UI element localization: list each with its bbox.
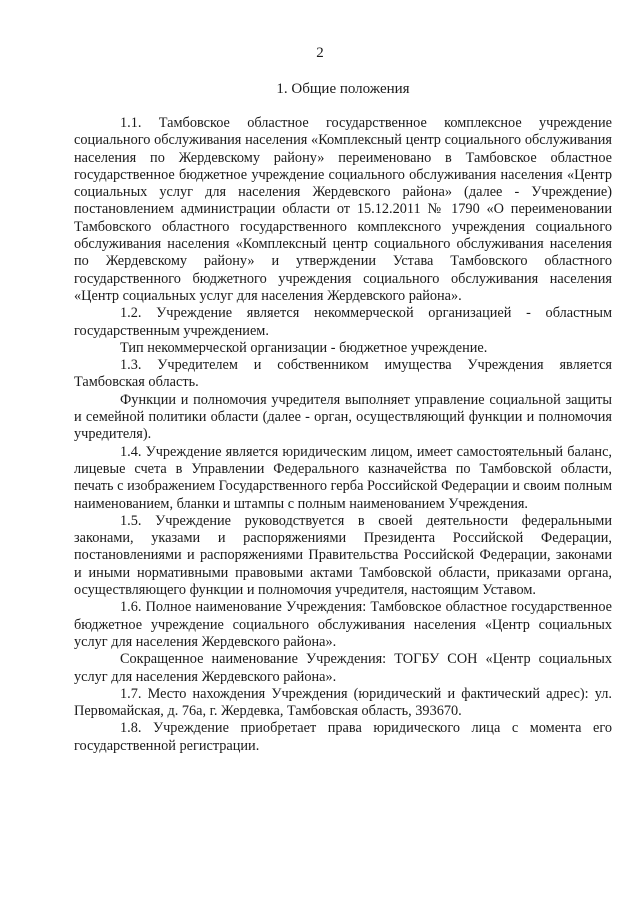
paragraph-founder-functions: Функции и полномочия учредителя выполняет управление социальной защиты и семейной политики области (далее - орган, осуществляющий функции и полномочия учредителя). — [74, 391, 612, 443]
page-number: 2 — [316, 45, 324, 61]
paragraph-1-4: 1.4. Учреждение является юридическим лицом, имеет самостоятельный баланс, лицевые счета в Управлении Федерального казначейства по Тамбовской области, печать с изображением Государственного герба Российской Федерации и своим полным наименованием, бланки и штампы с полным наименованием Учреждения. — [74, 443, 612, 512]
document-body — [74, 115, 612, 755]
section-title: 1. Общие положения — [276, 81, 410, 97]
paragraph-1-3: 1.3. Учредителем и собственником имущества Учреждения является Тамбовская область. — [74, 357, 612, 391]
paragraph-short-name: Сокращенное наименование Учреждения: ТОГБУ СОН «Центр социальных услуг для населения Жердевского района». — [74, 651, 612, 685]
paragraph-1-1: 1.1. Тамбовское областное государственное комплексное учреждение социального обслуживания населения «Комплексный центр социального обслуживания населения по Жердевскому району» переименовано в Тамбовское областное государственное бюджетное учреждение социального обслуживания населения «Центр социальных услуг для населения Жердевского района» (далее - Учреждение) постановлением администрации области от 15.12.2011 № 1790 «О переименовании Тамбовского областного государственного комплексного учреждения социального обслуживания населения «Комплексный центр социального обслуживания населения по Жердевскому району» и утверждении Устава Тамбовского областного государственного бюджетного учреждения социального обслуживания населения «Центр социальных услуг для населения Жердевского района». — [74, 115, 612, 304]
paragraph-1-5: 1.5. Учреждение руководствуется в своей деятельности федеральными законами, указами и распоряжениями Президента Российской Федерации, постановлениями и распоряжениями Правительства Российской Федерации, законами и иными нормативными правовыми актами Тамбовской области, приказами органа, осуществляющего функции и полномочия учредителя, настоящим Уставом. — [74, 512, 612, 599]
paragraph-1-7: 1.7. Место нахождения Учреждения (юридический и фактический адрес): ул. Первомайская, д. 76а, г. Жердевка, Тамбовская область, 393670. — [74, 685, 612, 720]
paragraph-1-8: 1.8. Учреждение приобретает права юридического лица с момента его государственной регистрации. — [74, 720, 612, 754]
paragraph-1-6: 1.6. Полное наименование Учреждения: Тамбовское областное государственное бюджетное учреждение социального обслуживания населения «Центр социальных услуг для населения Жердевского района». — [74, 599, 612, 650]
paragraph-organization-type: Тип некоммерческой организации - бюджетное учреждение. — [120, 339, 488, 356]
paragraph-1-2: 1.2. Учреждение является некоммерческой организацией - областным государственным учреждением. — [74, 305, 612, 339]
